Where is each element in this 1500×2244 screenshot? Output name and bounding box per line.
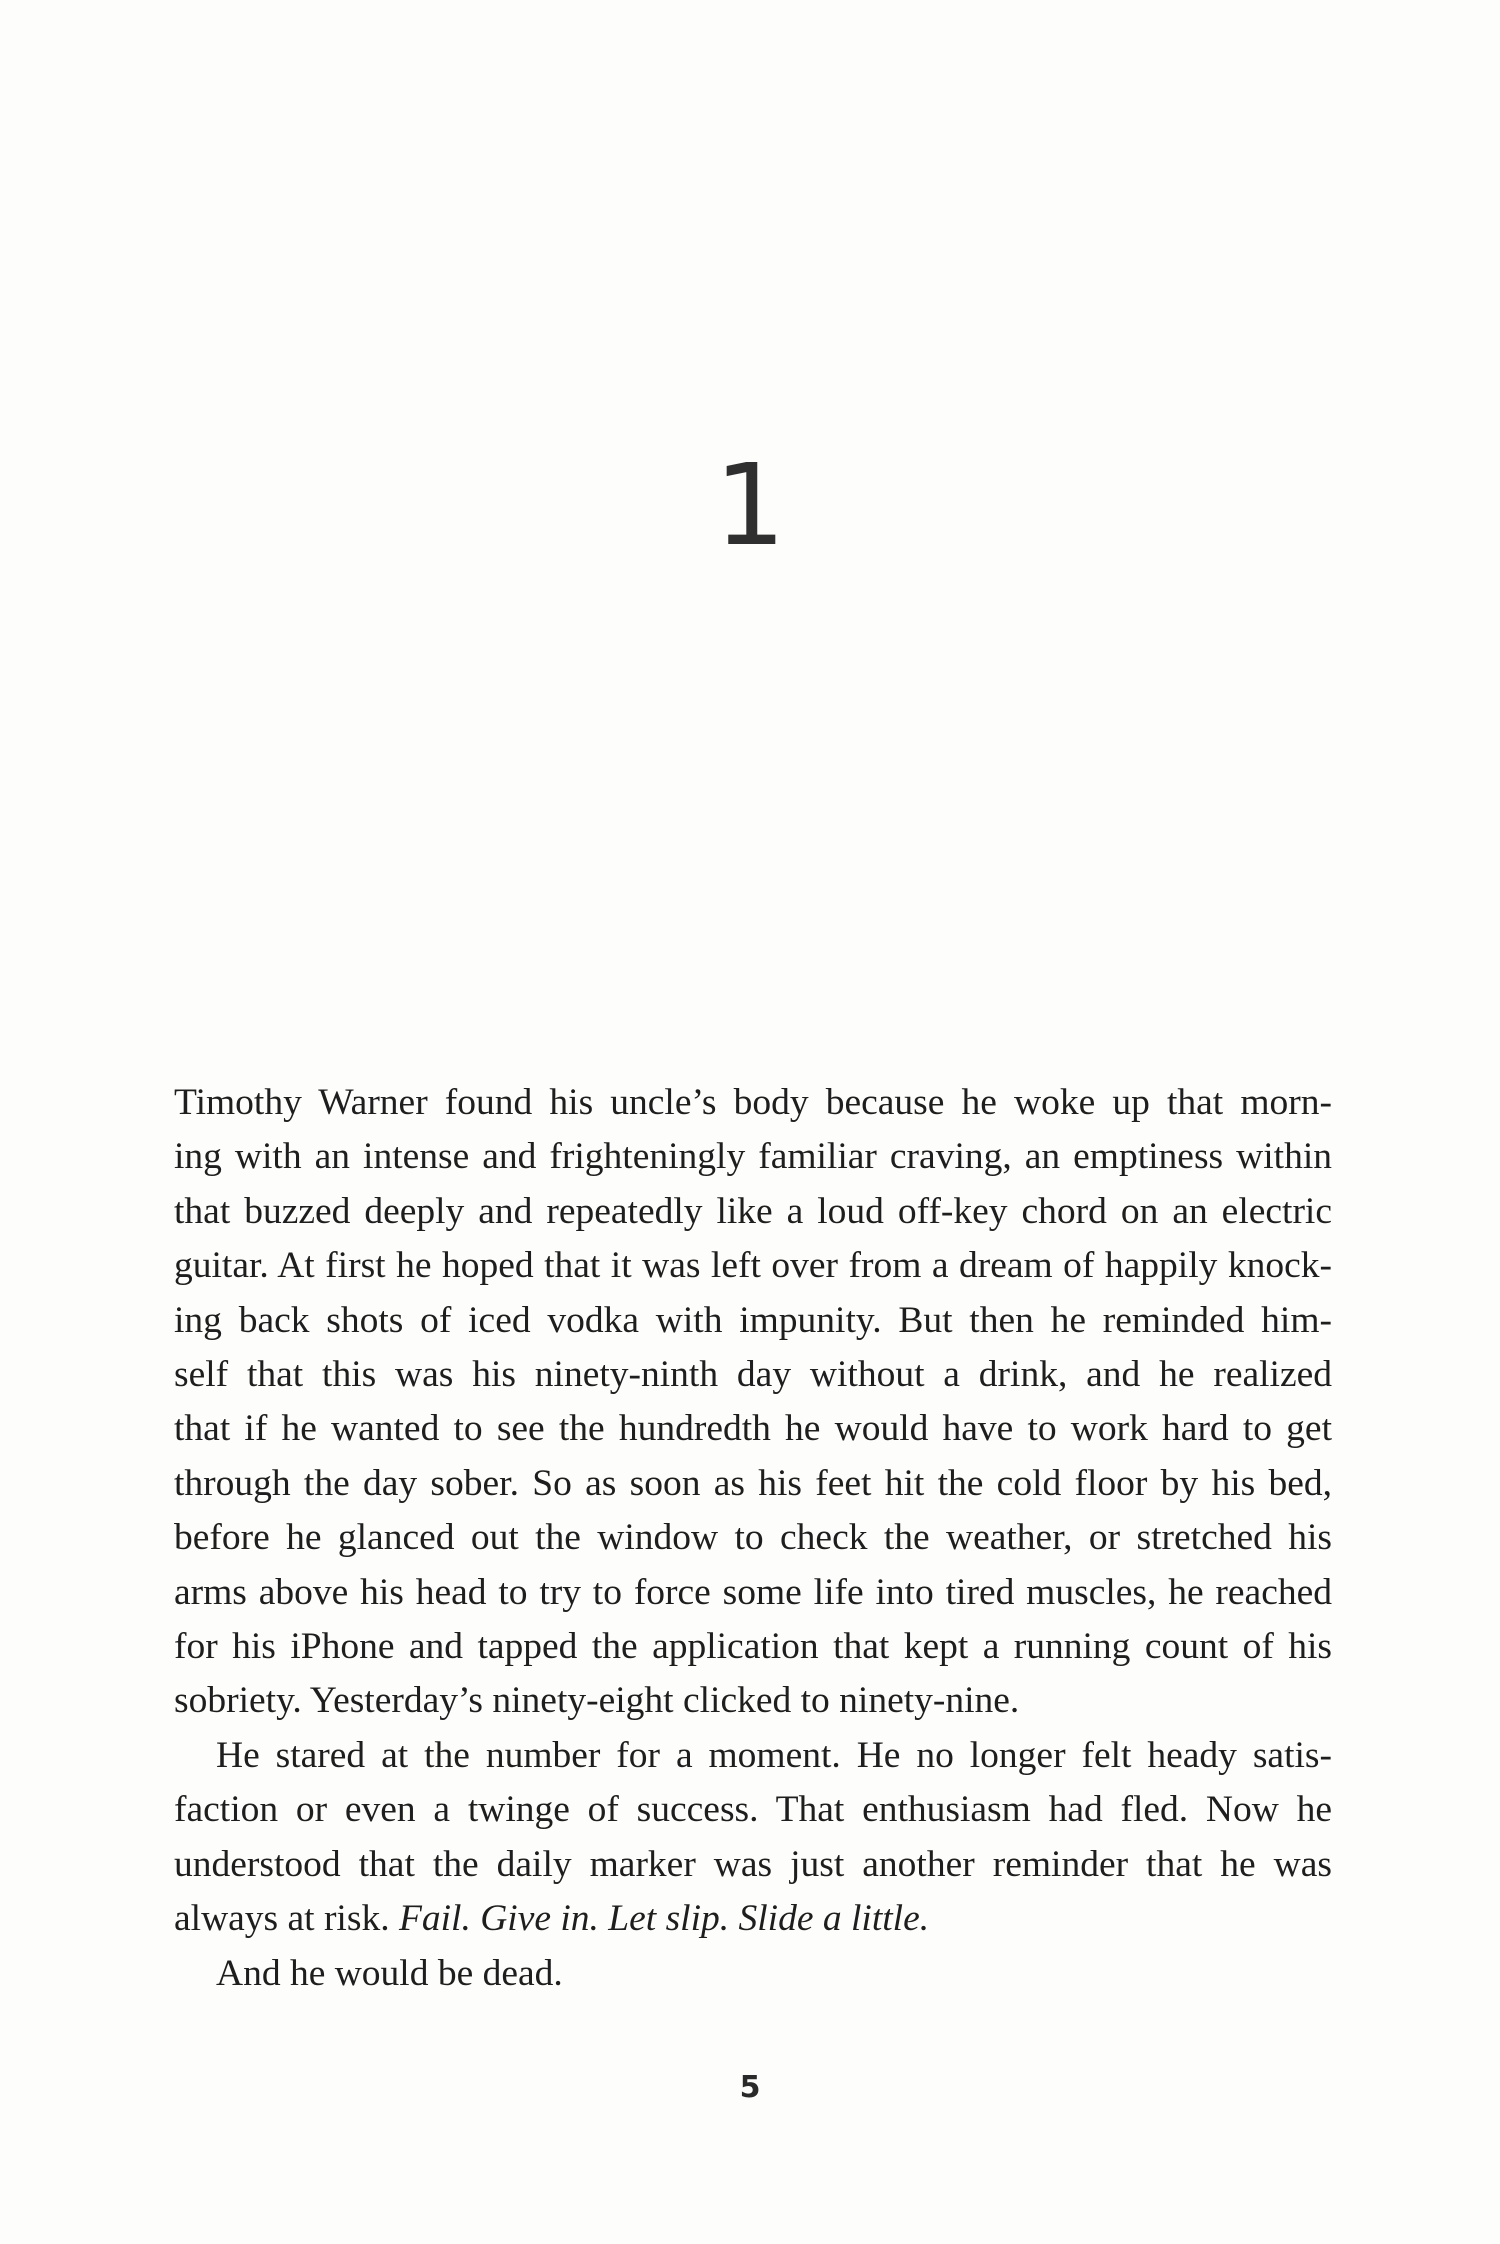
text-line: through the day sober. So as soon as his feet hit the cold floor by his bed, bbox=[174, 1462, 1332, 1504]
text-line: sobriety. Yesterday’s ninety-eight clicked to ninety-nine. bbox=[174, 1680, 1020, 1722]
text-line: guitar. At first he hoped that it was left over from a dream of happily knock- bbox=[174, 1245, 1332, 1287]
text-line: ing back shots of iced vodka with impunity. But then he reminded him- bbox=[174, 1299, 1332, 1341]
chapter-number: 1 bbox=[714, 441, 786, 571]
text-line: And he would be dead. bbox=[216, 1952, 563, 1994]
text-line: Timothy Warner found his uncle’s body because he woke up that morn- bbox=[174, 1082, 1332, 1123]
italic-phrase: Fail. Give in. Let slip. Slide a little. bbox=[398, 1898, 930, 1940]
page-number: 5 bbox=[739, 2070, 761, 2105]
text-line bbox=[174, 1892, 1332, 1946]
text-line: self that this was his ninety-ninth day without a drink, and he realized bbox=[174, 1354, 1332, 1396]
text-line: before he glanced out the window to check the weather, or stretched his bbox=[174, 1517, 1332, 1559]
paragraph-3 bbox=[174, 1947, 1332, 2001]
chapter-body bbox=[174, 1076, 1332, 2001]
text-line: faction or even a twinge of success. That enthusiasm had fled. Now he bbox=[174, 1789, 1332, 1831]
text-line: that if he wanted to see the hundredth he would have to work hard to get bbox=[174, 1408, 1332, 1450]
text-line: He stared at the number for a moment. He no longer felt heady satis- bbox=[216, 1734, 1332, 1776]
text-line: ing with an intense and frighteningly familiar craving, an emptiness within bbox=[174, 1136, 1332, 1178]
paragraph-1 bbox=[174, 1076, 1332, 1729]
text-line: understood that the daily marker was just another reminder that he was bbox=[174, 1843, 1332, 1885]
text-line: arms above his head to try to force some life into tired muscles, he reached bbox=[174, 1571, 1332, 1613]
text-line-prefix: always at risk. bbox=[174, 1898, 399, 1940]
text-line: for his iPhone and tapped the application that kept a running count of his bbox=[174, 1626, 1332, 1668]
paragraph-2 bbox=[174, 1729, 1332, 1947]
text-line: that buzzed deeply and repeatedly like a loud off-key chord on an electric bbox=[174, 1190, 1332, 1232]
